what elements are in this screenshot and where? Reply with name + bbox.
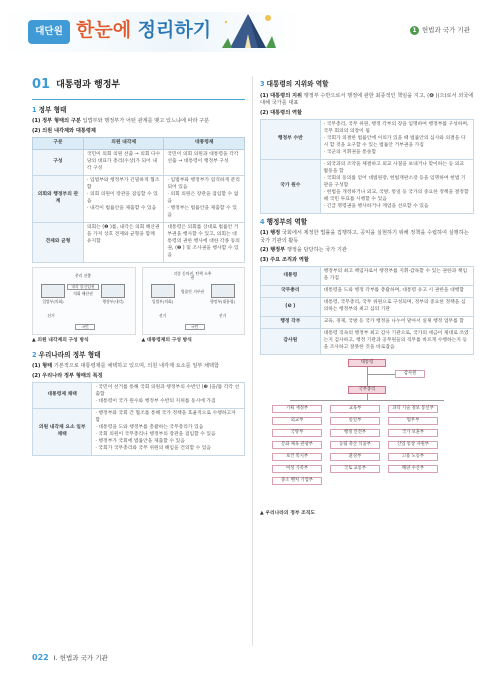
paragraph [260, 247, 474, 255]
cell-list-item: · 의회 의원이 장관을 겸임할 수 있음 [87, 192, 161, 206]
section-heading [32, 76, 245, 100]
cell-list-item: · 국민이 선거를 통해 국회 의원과 행정부의 수반인 (❸ )을/를 각각 선출함 [95, 385, 241, 399]
president-building-icon [211, 284, 235, 298]
paragraph [32, 118, 245, 126]
page-title [76, 17, 211, 45]
title-part1: 한눈에 [76, 19, 132, 41]
org-node-ministry: 고용 노동부 [388, 453, 438, 461]
diagram-label: 국민 [75, 324, 95, 331]
org-line [367, 374, 395, 375]
org-node-ministry: 여성 가족부 [272, 465, 322, 473]
table-cell: 대통령은 의회를 상대로 법률안 거부권을 행사할 수 있고, 의회는 대통령의 권한 행사에 대한 각종 동의권, (❷ ) 및 조사권을 행사할 수 있음 [164, 222, 245, 262]
table-row [33, 383, 245, 409]
cell-list-item: · 국회 의원이 국무총리나 행정부의 장관을 겸임할 수 있음 [95, 432, 241, 439]
comparison-table [32, 137, 245, 262]
table-header: 의원 내각제 [83, 138, 164, 150]
table-cell: 대통령, 국무총리, 국무 위원으로 구성되며, 정부의 중요한 정책을 심의하는 행정부의 최고 심의 기관 [320, 298, 473, 317]
subsection-1-title [32, 106, 245, 116]
row-header: 행정 각부 [261, 317, 321, 329]
diagram-caption: ▲ 의원 내각제의 구성 방식 [32, 337, 89, 343]
org-node-ministry: 법무부 [388, 417, 438, 425]
subsection-number: 1 [32, 105, 37, 114]
table-row [33, 150, 245, 176]
org-node-ministry: 해양 수산부 [388, 465, 438, 473]
features-table [32, 382, 245, 456]
cell-list-item: · 국무총리, 국무 위원, 행정 각부의 장을 임명하여 행정부를 구성하며, 국무 회의의 의장이 됨 [324, 122, 470, 136]
org-node-ministry: 국방부 [272, 429, 322, 437]
paragraph-label: (1) 정부 형태의 구분 [32, 118, 81, 125]
table-cell: 국민이 의회 의원과 대통령을 각각 선출 → 대통령이 행정부 구성 [164, 150, 245, 176]
row-header: 구성 [33, 150, 84, 176]
table-cell [320, 120, 473, 160]
section-number: 01 [32, 77, 51, 92]
cell-list [167, 178, 241, 220]
diagram-label: 각종 동의권, 탄핵 소추권 [173, 270, 212, 281]
diagram-label: 국민 [185, 324, 205, 331]
paragraph-text: 행정을 담당하는 국가 기관 [286, 247, 347, 254]
row-header: (❺ ) [261, 298, 321, 317]
org-node-ministry: 통일부 [330, 417, 380, 425]
org-node-pm: 국무총리 [348, 386, 386, 394]
cell-list-item: · 국회의 동의를 얻어 대법원장, 헌법재판소장 등을 임명하여 헌법 기관을 구성함 [324, 176, 470, 190]
cell-list-item: · 의회 의원은 장관을 겸임할 수 없음 [167, 192, 241, 206]
table-row [261, 317, 474, 329]
diagram-label: 행정부(내각) [102, 298, 124, 304]
row-header: 의회와 행정부의 관계 [33, 176, 84, 223]
paragraph-text: 국회에서 제정한 법률을 집행하고, 공익을 실현하기 위해 정책을 수립하여 실행하는 국가 기관의 활동 [260, 230, 469, 244]
cell-list-item: · 대통령을 도와 행정부를 총괄하는 국무총리가 있음 [95, 425, 241, 432]
paragraph: (2) 의원 내각제와 대통령제 [32, 127, 96, 134]
subsection-3-title [260, 80, 474, 90]
table-cell: 대통령 직속의 행정부 최고 감사 기관으로, 국가의 세금이 제대로 쓰였는지 검사하고, 행정 기관과 공무원들의 직무를 바르게 수행하는지 등을 조사하고 잘못한 것을 바로잡음 [320, 328, 473, 354]
diagram-label: 내각 불신임권 [67, 284, 99, 291]
chapter-tag [410, 26, 470, 35]
column-divider [252, 76, 253, 646]
diagram-label: 입법부(의회) [151, 298, 174, 304]
org-node-ministry: 보건 복지부 [272, 453, 322, 461]
table-row [261, 328, 474, 354]
org-node-ministry: 기획 재정부 [272, 405, 322, 413]
cabinet-building-icon [101, 284, 125, 298]
org-node-president: 대통령 [348, 359, 386, 367]
row-header: 대통령제 채택 [33, 383, 92, 409]
parliamentary-diagram [32, 267, 136, 335]
cell-list-item: · 국회가 의결한 법률안에 이의가 있을 때 법률안의 심사와 의결을 다시 할 것을 요구할 수 있는 법률안 거부권을 가짐 [324, 136, 470, 150]
diagram-caption: ▲ 대통령제의 구성 방식 [141, 337, 192, 343]
paragraph-label: (1) 형태 [32, 363, 53, 370]
presidential-diagram [142, 267, 246, 335]
org-node-ministry: 과학 기술 정보 통신부 [388, 405, 438, 413]
footer-text: I. 헌법과 국가 기관 [53, 654, 108, 662]
diagram-label: 행정부(대통령) [210, 298, 235, 304]
org-node-audit: 감사원 [395, 370, 425, 378]
table-cell [164, 176, 245, 223]
page-header [0, 0, 500, 62]
cell-list [95, 385, 241, 406]
cell-list-item: · 국회가 국무총리와 국무 위원의 해임을 건의할 수 있음 [95, 446, 241, 453]
table-cell: 행정부의 최고 책임자로서 행정부를 지휘·감독할 수 있는 권한과 책임을 가짐 [320, 267, 473, 286]
diagram-label: 법률안 거부권 [180, 288, 205, 294]
paragraph [260, 93, 474, 108]
subsection-4-title [260, 218, 474, 228]
table-cell: 교육, 경제, 국방 등 국가 행정을 나누어 맡아서 실제 행정 업무를 함 [320, 317, 473, 329]
subsection-title: 대통령의 지위와 역할 [266, 80, 329, 88]
paragraph-label: (1) 행정 [260, 230, 281, 237]
table-row [33, 409, 245, 456]
table-row [261, 286, 474, 298]
government-org-chart [260, 359, 474, 519]
org-node-ministry: 산업 통상 자원부 [388, 441, 438, 449]
table-row [261, 267, 474, 286]
subsection-number: 2 [32, 350, 37, 359]
paragraph-text: 입법부와 행정부가 어떤 관계를 맺고 있느냐에 따라 구분 [82, 118, 210, 125]
table-cell [92, 383, 245, 409]
subsection-number: 3 [260, 80, 265, 88]
row-header: 감사원 [261, 328, 321, 354]
org-node-ministry: 국토 교통부 [330, 465, 380, 473]
paragraph-text: 행정부 수반으로서 행정에 관한 최종적인 책임을 지고, (❹ )(으)로서 외국에 대해 국가를 대표 [260, 92, 474, 107]
table-cell: 대통령을 도와 행정 각부를 총괄하며, 대통령 유고 시 권한을 대행함 [320, 286, 473, 298]
org-node-ministry: 외교부 [272, 417, 322, 425]
table-row [33, 176, 245, 223]
row-header: 대통령 [261, 267, 321, 286]
table-header: 구분 [33, 138, 84, 150]
table-cell [92, 409, 245, 456]
row-header: 국무총리 [261, 286, 321, 298]
page-number: 022 [32, 653, 49, 662]
diagram-row [32, 267, 245, 335]
cell-list [95, 411, 241, 453]
executive-organs-table [260, 266, 474, 355]
org-node-ministry: 환경부 [330, 453, 380, 461]
parliament-building-icon [151, 284, 175, 298]
diagram-label: 선거 [47, 312, 55, 318]
right-column [260, 76, 474, 524]
table-cell: 의회는 (❶ )를, 내각은 의회 해산권을 가져 상호 견제와 균형을 함께 유지함 [83, 222, 164, 262]
org-node-ministry: 중소 벤처 기업부 [272, 477, 322, 485]
cell-list [324, 122, 470, 157]
row-header: 국가 원수 [261, 159, 321, 213]
org-node-ministry: 행정 안전부 [330, 429, 380, 437]
diagram-label: 입법부(의회) [42, 298, 64, 304]
diagram-captions [32, 338, 245, 345]
diagram-label: 선거 [158, 312, 167, 318]
row-header: 행정부 수반 [261, 120, 321, 160]
table-cell [83, 176, 164, 223]
table-row [261, 159, 474, 213]
cell-list-item: · 외국과의 조약을 체결하고 외교 사절을 보내거나 맞이하는 등 외교 활동을 함 [324, 162, 470, 176]
diagram-label: 의회 해산권 [73, 290, 93, 296]
subsection-number: 4 [260, 217, 265, 226]
table-row [33, 222, 245, 262]
page-footer [32, 652, 108, 664]
tent-illustration [218, 8, 278, 52]
org-line [290, 400, 444, 401]
table-cell: 국민이 의회 의원 선출 → 의회 다수당의 대표가 총리(수상)가 되어 내각 구성 [83, 150, 164, 176]
subsection-title: 우리나라의 정부 형태 [38, 350, 101, 359]
cell-list [324, 162, 470, 211]
president-role-table [260, 119, 474, 213]
paragraph: (3) 주요 조직과 역할 [260, 256, 309, 263]
diagram-label: 총리 선출 [75, 272, 91, 278]
cell-list-item: · 긴급 명령권을 행사하거나 계엄을 선포할 수 있음 [324, 204, 470, 211]
cell-list-item: · 입법부와 행정부가 엄격하게 분리되어 있음 [167, 178, 241, 192]
cell-list [87, 178, 161, 213]
cell-list-item: · 대통령이 국가 원수와 행정부 수반의 지위를 동시에 가짐 [95, 399, 241, 406]
row-header: 견제와 균형 [33, 222, 84, 262]
paragraph-label: (1) 대통령의 지위 [260, 92, 303, 99]
org-node-ministry: 국가 보훈부 [388, 429, 438, 437]
left-column [32, 76, 245, 460]
chapter-number-icon: 1 [410, 26, 419, 35]
cell-list-item: · 행정부는 법률안을 제출할 수 있음 [167, 206, 241, 220]
org-node-ministry: 교육부 [330, 405, 380, 413]
subsection-title: 정부 형태 [38, 105, 67, 114]
paragraph [32, 363, 245, 371]
subsection-title: 행정부의 역할 [266, 217, 308, 226]
table-cell [320, 159, 473, 213]
unit-badge: 대단원 [28, 20, 70, 44]
org-node-ministry: 문화 체육 관광부 [272, 441, 322, 449]
paragraph: (2) 우리나라 정부 형태의 특징 [32, 372, 103, 379]
cell-list-item: · 행정부가 국회에 법률안을 제출할 수 있음 [95, 439, 241, 446]
org-caption-text: ▲ 우리나라의 정부 조직도 [260, 510, 316, 516]
section-title: 대통령과 행정부 [56, 79, 121, 90]
org-node-ministry: 농림 축산 식품부 [330, 441, 380, 449]
cell-list-item: · 행정부와 국회 간 협조를 통해 국가 정책을 효율적으로 수행하고자 함 [95, 411, 241, 425]
cell-list-item: · 국군의 지휘권을 통솔함 [324, 150, 470, 157]
table-header: 대통령제 [164, 138, 245, 150]
table-row [261, 298, 474, 317]
cell-list-item: · 입법부와 행정부가 긴밀하게 협조함 [87, 178, 161, 192]
org-line [367, 367, 368, 387]
chapter-title: 헌법과 국가 기관 [421, 26, 470, 34]
paragraph-label: (2) 행정부 [260, 247, 286, 254]
paragraph [260, 230, 474, 245]
paragraph-text: 기본적으로 대통령제를 채택하고 있으며, 의원 내각제 요소를 일부 채택함 [53, 363, 220, 370]
diagram-label: 선거 [218, 312, 227, 318]
subsection-2-title [32, 351, 245, 361]
cell-list-item: · 헌법을 개정하거나 외교, 국방, 통일 등 국가의 중요한 정책을 결정할 때 국민 투표를 시행할 수 있음 [324, 190, 470, 204]
paragraph: (2) 대통령의 역할 [260, 109, 303, 116]
row-header: 의원 내각제 요소 일부 채택 [33, 409, 92, 456]
parliament-building-icon [41, 284, 65, 298]
cell-list-item: · 내각이 법률안을 제출할 수 있음 [87, 206, 161, 213]
title-part2: 정리하기 [131, 19, 212, 41]
table-row [261, 120, 474, 160]
